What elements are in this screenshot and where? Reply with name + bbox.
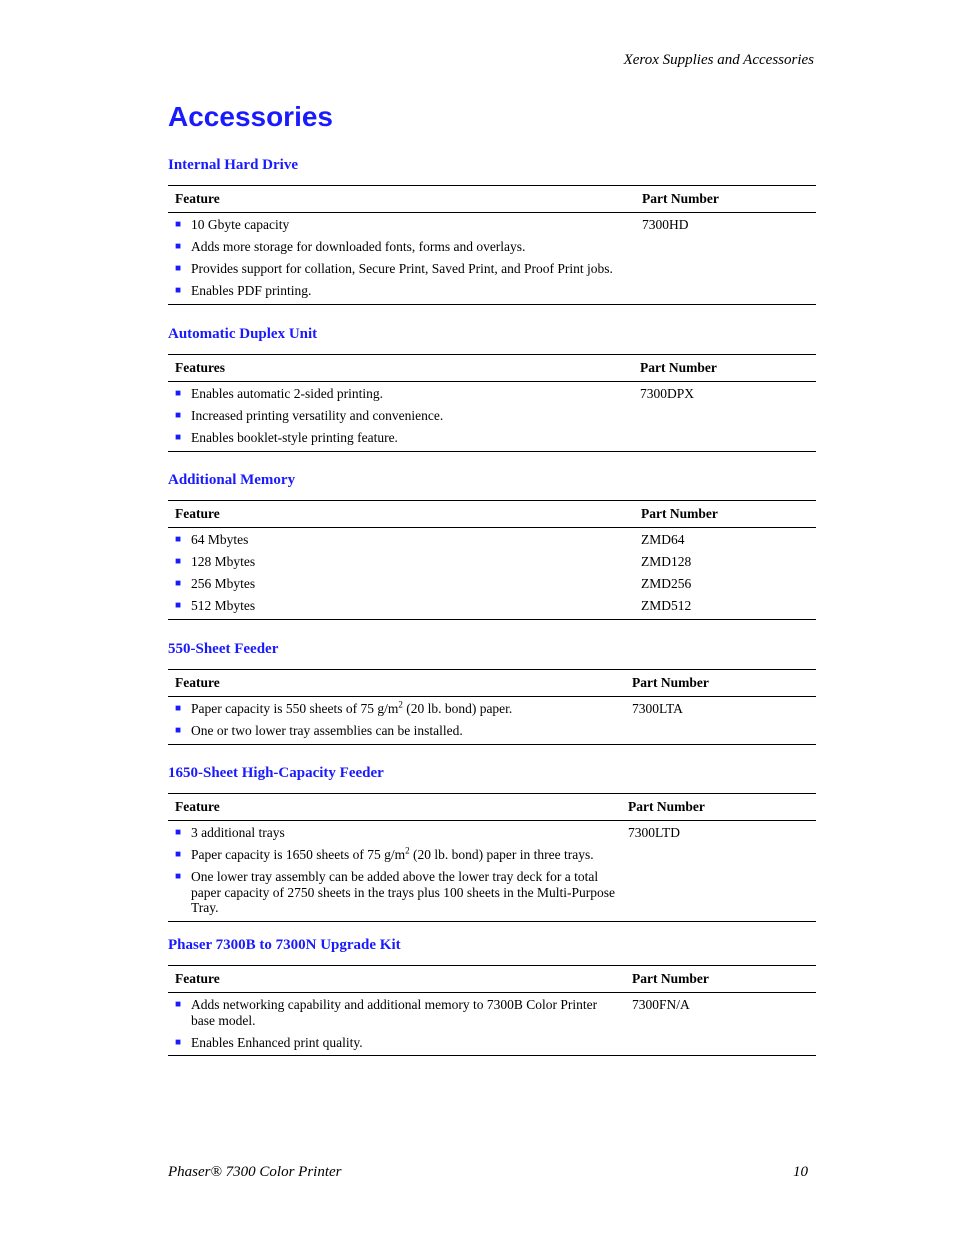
column-header-part-number: Part Number bbox=[642, 191, 719, 206]
table-row bbox=[168, 261, 816, 277]
feature-text bbox=[191, 283, 636, 299]
feature-text-main: Adds more storage for downloaded fonts, forms and overlays. bbox=[191, 239, 526, 254]
part-number: ZMD128 bbox=[641, 554, 692, 569]
part-number bbox=[642, 261, 816, 277]
part-number: 7300LTA bbox=[632, 701, 683, 716]
column-header-part-number: Part Number bbox=[641, 506, 718, 521]
column-header-part-number: Part Number bbox=[632, 675, 709, 690]
feature-text bbox=[191, 217, 636, 233]
table-row bbox=[168, 430, 816, 446]
feature-text bbox=[191, 239, 636, 255]
feature-text bbox=[191, 261, 636, 277]
bullet-icon: ■ bbox=[175, 534, 182, 545]
section-2 bbox=[168, 325, 816, 452]
table-row bbox=[168, 554, 816, 570]
feature-text-main: 10 Gbyte capacity bbox=[191, 217, 290, 232]
table-row bbox=[168, 217, 816, 233]
feature-text bbox=[191, 532, 634, 548]
feature-text-tail: (20 lb. bond) paper. bbox=[402, 701, 513, 716]
part-number: 7300HD bbox=[642, 217, 689, 232]
bullet-icon: ■ bbox=[175, 432, 182, 443]
bullet-icon: ■ bbox=[175, 241, 182, 252]
part-number: 7300LTD bbox=[628, 825, 681, 840]
part-number bbox=[640, 408, 816, 424]
part-number bbox=[642, 283, 816, 299]
bullet-icon: ■ bbox=[175, 871, 182, 882]
bullet-icon: ■ bbox=[175, 410, 182, 421]
feature-text-tail: (20 lb. bond) paper in three trays. bbox=[409, 847, 594, 862]
table-row bbox=[168, 1035, 816, 1051]
feature-text bbox=[191, 386, 634, 402]
table-row bbox=[168, 239, 816, 255]
feature-table bbox=[168, 793, 816, 922]
section-6 bbox=[168, 936, 816, 1056]
feature-table bbox=[168, 669, 816, 745]
feature-text-main: Enables PDF printing. bbox=[191, 283, 312, 298]
part-number bbox=[640, 430, 816, 446]
table-row bbox=[168, 283, 816, 299]
table-row bbox=[168, 825, 816, 841]
feature-text-main: Enables Enhanced print quality. bbox=[191, 1034, 363, 1050]
feature-text-main: 3 additional trays bbox=[191, 825, 285, 840]
bullet-icon: ■ bbox=[175, 388, 182, 399]
feature-table bbox=[168, 185, 816, 305]
table-row bbox=[168, 847, 816, 863]
column-header-part-number: Part Number bbox=[628, 799, 705, 814]
bullet-icon: ■ bbox=[175, 703, 182, 714]
bullet-icon: ■ bbox=[175, 285, 182, 296]
feature-text bbox=[191, 430, 634, 446]
table-row bbox=[168, 869, 816, 916]
feature-text bbox=[191, 598, 634, 614]
bullet-icon: ■ bbox=[175, 1036, 182, 1048]
table-row bbox=[168, 701, 816, 717]
section-3 bbox=[168, 471, 816, 620]
part-number: ZMD256 bbox=[641, 576, 692, 591]
table-row bbox=[168, 576, 816, 592]
feature-text bbox=[191, 847, 618, 863]
feature-text-main: Provides support for collation, Secure Print, Saved Print, and Proof Print jobs. bbox=[191, 261, 613, 276]
table-header bbox=[168, 794, 816, 821]
section-title: Additional Memory bbox=[168, 472, 296, 488]
section-title: Automatic Duplex Unit bbox=[168, 326, 318, 342]
feature-table bbox=[168, 500, 816, 620]
table-row bbox=[168, 386, 816, 402]
table-row bbox=[168, 532, 816, 548]
part-number bbox=[642, 239, 816, 255]
bullet-icon: ■ bbox=[175, 849, 182, 860]
feature-table bbox=[168, 354, 816, 452]
column-header-feature: Feature bbox=[175, 971, 220, 986]
feature-text bbox=[191, 869, 618, 916]
feature-text-main: Enables automatic 2-sided printing. bbox=[191, 386, 383, 401]
table-header bbox=[168, 501, 816, 528]
superscript: 2 bbox=[398, 699, 403, 710]
feature-text-main: Paper capacity is 1650 sheets of 75 g/m bbox=[191, 847, 406, 862]
section-title: Internal Hard Drive bbox=[168, 157, 298, 173]
bullet-icon: ■ bbox=[175, 219, 182, 230]
column-header-feature: Feature bbox=[175, 506, 220, 521]
table-header bbox=[168, 966, 816, 993]
bullet-icon: ■ bbox=[175, 999, 182, 1010]
feature-text-main: Increased printing versatility and convenience. bbox=[191, 408, 444, 423]
table-row bbox=[168, 997, 816, 1028]
table-row bbox=[168, 598, 816, 614]
feature-text bbox=[191, 1035, 624, 1051]
section-title: 1650-Sheet High-Capacity Feeder bbox=[168, 765, 384, 781]
bullet-icon: ■ bbox=[175, 827, 182, 838]
column-header-feature: Features bbox=[175, 360, 225, 375]
table-header bbox=[168, 355, 816, 382]
column-header-feature: Feature bbox=[175, 799, 220, 814]
part-number bbox=[628, 869, 816, 916]
feature-text bbox=[191, 554, 634, 570]
feature-text bbox=[191, 825, 618, 841]
part-number bbox=[628, 847, 816, 863]
running-head: Xerox Supplies and Accessories bbox=[623, 52, 814, 68]
feature-text-main: Enables booklet-style printing feature. bbox=[191, 430, 398, 445]
feature-text bbox=[191, 701, 628, 717]
feature-text bbox=[191, 408, 634, 424]
column-header-feature: Feature bbox=[175, 675, 220, 690]
page-number: 10 bbox=[793, 1164, 808, 1180]
part-number: 7300FN/A bbox=[632, 997, 690, 1012]
feature-text-main: One or two lower tray assemblies can be installed. bbox=[191, 723, 463, 738]
feature-text-main: Paper capacity is 550 sheets of 75 g/m bbox=[191, 701, 399, 716]
section-title: Phaser 7300B to 7300N Upgrade Kit bbox=[168, 937, 401, 953]
column-header-part-number: Part Number bbox=[640, 360, 717, 375]
feature-text-main: Adds networking capability and additional memory to 7300B Color Printer base model. bbox=[191, 997, 598, 1028]
feature-text bbox=[191, 723, 628, 739]
section-5 bbox=[168, 764, 816, 922]
page-title: Accessories bbox=[168, 101, 334, 132]
table-header bbox=[168, 670, 816, 697]
section-1 bbox=[168, 156, 816, 305]
section-title: 550-Sheet Feeder bbox=[168, 641, 279, 657]
bullet-icon: ■ bbox=[175, 578, 182, 589]
feature-table bbox=[168, 965, 816, 1056]
bullet-icon: ■ bbox=[175, 600, 182, 611]
table-header bbox=[168, 186, 816, 213]
feature-text bbox=[191, 997, 624, 1028]
footer-product-name: Phaser® 7300 Color Printer bbox=[168, 1164, 342, 1180]
column-header-feature: Feature bbox=[175, 191, 220, 206]
bullet-icon: ■ bbox=[175, 263, 182, 274]
feature-text bbox=[191, 576, 634, 592]
table-row bbox=[168, 408, 816, 424]
column-header-part-number: Part Number bbox=[632, 971, 709, 986]
feature-text-main: 128 Mbytes bbox=[191, 554, 256, 569]
table-row bbox=[168, 723, 816, 739]
feature-text-main: 512 Mbytes bbox=[191, 598, 256, 613]
part-number bbox=[632, 723, 816, 739]
feature-text-main: One lower tray assembly can be added above the lower tray deck for a total paper capacity of 2750 sheets in the trays plus 100 sheets in the Multi-Purpose Tray. bbox=[191, 869, 616, 915]
section-4 bbox=[168, 640, 816, 745]
feature-text-main: 64 Mbytes bbox=[191, 532, 249, 547]
part-number bbox=[632, 1035, 816, 1051]
part-number: 7300DPX bbox=[640, 386, 695, 401]
feature-text-main: 256 Mbytes bbox=[191, 576, 256, 591]
bullet-icon: ■ bbox=[175, 725, 182, 736]
part-number: ZMD64 bbox=[641, 532, 685, 547]
part-number: ZMD512 bbox=[641, 598, 692, 613]
superscript: 2 bbox=[405, 845, 410, 856]
bullet-icon: ■ bbox=[175, 556, 182, 567]
